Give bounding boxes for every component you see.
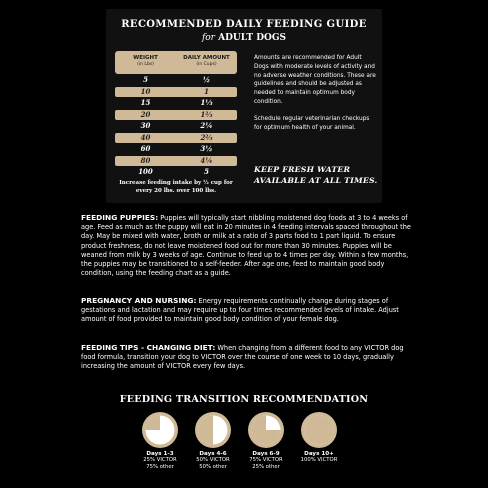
- section-pregnancy: [81, 296, 417, 325]
- weight-cell: 20: [140, 109, 151, 119]
- weight-cell: 5: [143, 75, 148, 84]
- table-row: [115, 75, 237, 86]
- guide-paragraph-amounts: Amounts are recommended for Adult Dogs with moderate levels of activity and no adverse weather conditions. These are guidelines and should be adjusted as needed to maintain optimum body condition.: [254, 55, 376, 105]
- stage-days: Days 1-3: [146, 451, 174, 457]
- stage-victor: 25% VICTOR: [143, 457, 177, 463]
- section-heading: PREGNANCY AND NURSING:: [81, 296, 197, 305]
- feeding-guide-panel: [106, 9, 382, 203]
- header-amount-unit: (in Cups): [196, 62, 217, 67]
- fresh-water-notice: KEEP FRESH WATER AVAILABLE AT ALL TIMES.: [254, 165, 378, 185]
- table-row: [115, 156, 237, 167]
- stage-other: 25% other: [252, 464, 280, 470]
- section-feeding-puppies: [81, 213, 417, 278]
- feeding-table: [115, 51, 237, 178]
- pie-victor-slice: [305, 416, 334, 445]
- amount-cell: 4¼: [200, 155, 213, 165]
- amount-cell: 2¼: [200, 121, 213, 130]
- feeding-note: Increase feeding intake by ½ cup for every 20 lbs. over 100 lbs.: [119, 180, 233, 194]
- amount-cell: 1: [204, 86, 209, 96]
- stage-other: 75% other: [146, 464, 174, 470]
- stage-victor: 75% VICTOR: [249, 457, 283, 463]
- pie-chart-icon: [194, 411, 232, 449]
- section-feeding-tips: [81, 343, 417, 372]
- header-amount: [176, 51, 237, 74]
- header-weight-label: WEIGHT: [133, 55, 158, 61]
- guide-title: RECOMMENDED DAILY FEEDING GUIDE: [121, 19, 367, 30]
- feeding-table-header: [115, 51, 237, 74]
- guide-subtitle: [106, 33, 382, 43]
- pie-chart-icon: [141, 411, 179, 449]
- pie-chart-icon: [247, 411, 285, 449]
- weight-cell: 15: [140, 98, 151, 107]
- guide-paragraph-vet: Schedule regular veterinarian checkups for optimum health of your animal.: [254, 115, 370, 131]
- stage-days: Days 4-6: [199, 451, 227, 457]
- section-heading: FEEDING PUPPIES:: [81, 213, 159, 222]
- guide-subtitle-rest: ADULT DOGS: [218, 33, 287, 43]
- section-text: Puppies will typically start nibbling moistened dog foods at 3 to 4 weeks of age. Feed as much as the puppy will eat in 20 minutes in 4 feeding intervals spaced throughout the day. May be mixed with water, broth or milk at a ratio of 3 parts food to 1 part liquid. To ensure product freshness, do not leave moistened food out for more than 30 minutes. Puppies will be weaned from milk by 3 weeks of age. Continue to feed up to 4 times per day. Within a few months, the puppies may be transitioned to a self-feeder. After age one, feed to maintain good body condition, using the feeding chart as a guide.: [81, 214, 411, 278]
- table-row: [115, 133, 237, 144]
- section-text: Energy requirements continually change during stages of gestations and lactation and may require up to four times recommended levels of intake. Adjust amount of food provided to maintain good body condition of your female dog.: [81, 297, 399, 324]
- section-heading: FEEDING TIPS - CHANGING DIET:: [81, 343, 216, 352]
- stage-days: Days 10+: [304, 451, 334, 457]
- transition-stage: [236, 411, 296, 471]
- amount-cell: 1⅓: [200, 98, 213, 107]
- stage-days: Days 6-9: [252, 451, 280, 457]
- transition-stage: [183, 411, 243, 471]
- weight-cell: 100: [138, 167, 153, 176]
- table-row: [115, 110, 237, 121]
- amount-cell: 1⅔: [200, 109, 213, 119]
- amount-cell: 2⅔: [200, 132, 213, 142]
- weight-cell: 10: [140, 86, 151, 96]
- table-row: [115, 87, 237, 98]
- guide-subtitle-for: for: [201, 33, 215, 43]
- weight-cell: 30: [140, 121, 151, 130]
- transition-stage: [289, 411, 349, 464]
- transition-stage: [130, 411, 190, 471]
- weight-cell: 40: [140, 132, 151, 142]
- table-row: [115, 98, 237, 109]
- section-text: When changing from a different food to any VICTOR dog food formula, transition your dog to VICTOR over the course of one week to 10 days, gradually increasing the amount of VICTOR every few days.: [81, 344, 404, 371]
- stage-victor: 50% VICTOR: [196, 457, 230, 463]
- weight-cell: 80: [140, 155, 151, 165]
- amount-cell: ½: [202, 75, 211, 84]
- weight-cell: 60: [140, 144, 151, 153]
- header-amount-label: DAILY AMOUNT: [183, 55, 230, 61]
- amount-cell: 5: [204, 167, 209, 176]
- stage-victor: 100% VICTOR: [300, 457, 338, 463]
- header-weight: [115, 51, 176, 74]
- pie-chart-icon: [300, 411, 338, 449]
- header-weight-unit: (in Lbs): [137, 62, 154, 67]
- table-row: [115, 121, 237, 132]
- guide-description: [254, 54, 378, 140]
- transition-title: FEEDING TRANSITION RECOMMENDATION: [119, 394, 369, 405]
- table-row: [115, 167, 237, 178]
- stage-other: 50% other: [199, 464, 227, 470]
- amount-cell: 3½: [200, 144, 213, 153]
- table-row: [115, 144, 237, 155]
